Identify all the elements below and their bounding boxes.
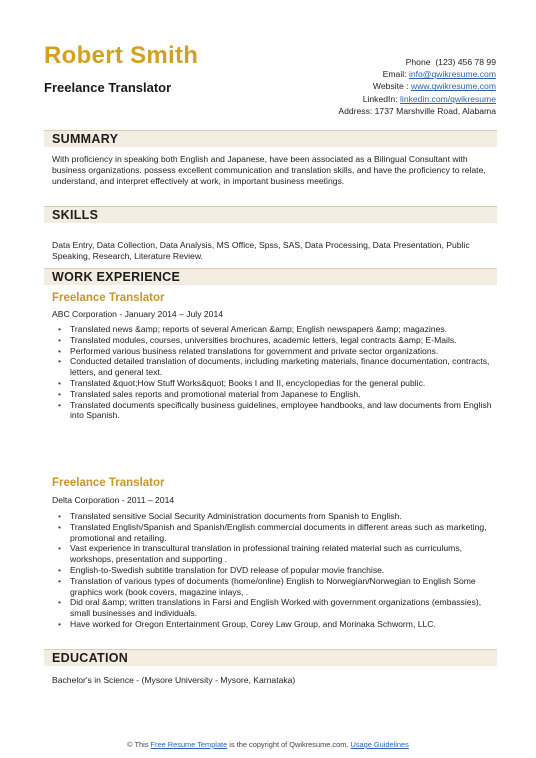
contact-address [338,105,496,117]
phone-label: Phone [405,57,431,67]
email-link[interactable]: info@qwikresume.com [408,69,496,80]
list-item: • Performed various business related translations for government and private sector organizations. [58,346,498,357]
job-meta: ABC Corporation - January 2014 – July 2014 [52,309,224,319]
list-item: • English-to-Swedish subtitle translation for DVD release of popular movie franchise. [58,565,498,576]
job-bullets [58,324,498,421]
job-meta: Delta Corporation - 2011 – 2014 [52,495,175,505]
list-item: • Have worked for Oregon Entertainment Group, Corey Law Group, and Morinaka Schworm, LLC. [58,619,498,630]
job-title: Freelance Translator [52,477,165,489]
summary-heading: SUMMARY [52,132,119,146]
footer [0,740,536,749]
website-link[interactable]: www.qwikresume.com [410,81,496,92]
education-text: Bachelor's in Science - (Mysore University - Mysore, Karnataka) [52,675,296,685]
job-bullets [58,511,498,630]
list-item: • Translated sales reports and promotional material from Japanese to English. [58,389,498,400]
skills-heading-bar [44,206,497,223]
phone-value: (123) 456 78 99 [435,57,496,67]
work-heading-bar [44,268,497,285]
education-heading: EDUCATION [52,651,129,665]
list-item: • Translated &quot;How Stuff Works&quot; Books I and II, encyclopedias for the general public. [58,378,498,389]
education-heading-bar [44,649,497,666]
footer-prefix: © This [127,740,149,749]
list-item: • Translated English/Spanish and Spanish/English commercial documents in different areas such as marketing, promotional and retailing. [58,522,498,544]
website-label: Website : [372,81,409,92]
footer-copyright-text: is the copyright of Qwikresume.com. [229,740,349,749]
job-title: Freelance Translator [52,292,165,304]
list-item: • Did oral &amp; written translations in Farsi and English Worked with government organizations (embassies), small businesses and individuals. [58,597,498,619]
candidate-name: Robert Smith [44,42,199,69]
summary-text: With proficiency in speaking both English and Japanese, have been associated as a Bilingual Consultant with business organizations. possess excellent communication and translation skills, and have the proficiency to relate, understand, and interpret effectively at work, in important business meetings. [52,154,486,186]
contact-phone [338,56,496,68]
free-resume-template-link[interactable]: Free Resume Template [150,740,228,749]
skills-text: Data Entry, Data Collection, Data Analysis, MS Office, Spss, SAS, Data Processing, Data Presentation, Public Speaking, Research, Literature Review. [52,240,470,261]
list-item: • Vast experience in transcultural translation in professional training related material such as curriculums, workshops, presentation and supporting . [58,543,498,565]
contact-website [338,80,496,92]
contact-linkedin [338,93,496,105]
work-heading: WORK EXPERIENCE [52,270,181,284]
list-item: • Conducted detailed translation of documents, including marketing materials, finance documentation, contracts, letters, and general text. [58,356,498,378]
list-item: • Translated news &amp; reports of several American &amp; English newspapers &amp; magazines. [58,324,498,335]
contact-email [338,68,496,80]
list-item: • Translated sensitive Social Security Administration documents from Spanish to English. [58,511,498,522]
address-value: 1737 Marshville Road, Alabama [374,105,496,116]
summary-heading-bar [44,130,497,147]
list-item: • Translated documents specifically business guidelines, employee handbooks, and law documents from English into Spanish. [58,400,498,422]
usage-guidelines-link[interactable]: Usage Guidelines [350,740,409,749]
list-item: • Translation of various types of documents (home/online) English to Norwegian/Norwegian to English Some graphics work (book covers, magazine inlays, . [58,576,498,598]
address-label: Address: [338,105,373,116]
candidate-title: Freelance Translator [44,80,172,95]
email-label: Email: [382,69,407,80]
linkedin-label: LinkedIn: [362,93,398,104]
list-item: • Translated modules, courses, universities brochures, academic letters, legal contracts &amp; E-Mails. [58,335,498,346]
contact-block [338,56,496,117]
skills-heading: SKILLS [52,208,99,222]
linkedin-link[interactable]: linkedin.com/qwikresume [400,93,496,104]
